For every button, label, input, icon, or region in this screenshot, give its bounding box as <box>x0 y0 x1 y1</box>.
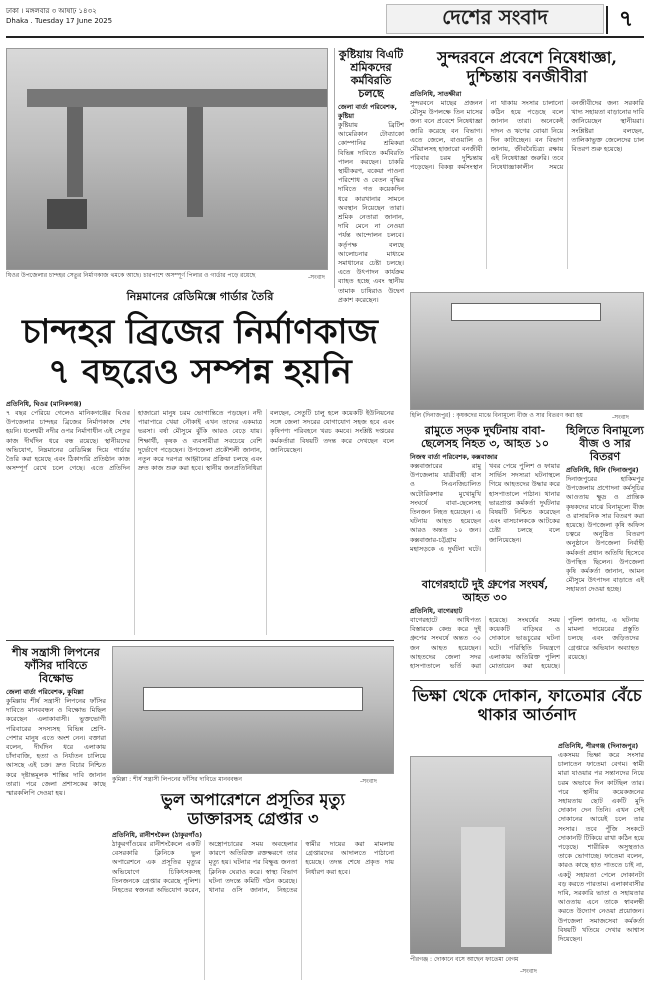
column-divider <box>334 48 335 288</box>
bridge-photo-credit: -সংবাদ <box>308 274 325 281</box>
sheesh-byline: জেলা বার্তা পরিবেশক, কুমিল্লা <box>6 688 84 696</box>
section-banner <box>386 4 604 34</box>
sundarban-headline: সুন্দরবনে প্রবেশে নিষেধাজ্ঞা, দুশ্চিন্তায় বনজীবীরা <box>437 48 617 86</box>
kushtia-byline: জেলা বার্তা পরিবেশক, কুষ্টিয়া <box>338 103 397 120</box>
issue-date <box>6 6 112 26</box>
sheesh-article <box>6 646 106 990</box>
protest-photo <box>112 646 394 774</box>
fatema-headline: ভিক্ষা থেকে দোকান, ফাতেমার বেঁচে থাকার আর্তনাদ <box>412 686 642 724</box>
bagerhat-body: বাগেরহাটে আধিপত্য বিস্তারকে কেন্দ্র করে দুই গ্রুপের সংঘর্ষে অন্তত ৩০ জন আহত হয়েছেন। আহতদের জেলা সদর হাসপাতালে ভর্তি করা হয়েছে। সংঘর্ষের সময় কয়েকটি বাড়িঘর ও দোকানে ভাঙচুরের ঘটনা ঘটে। পরিস্থিতি নিয়ন্ত্রণে এলাকায় অতিরিক্ত পুলিশ মোতায়েন করা হয়েছে। পুলিশ জানায়, এ ঘটনায় মামলা দায়েরের প্রস্তুতি চলছে এবং জড়িতদের গ্রেপ্তারে অভিযান অব্যাহত রয়েছে। <box>410 616 639 671</box>
hili-article <box>566 424 644 594</box>
kushtia-article <box>338 48 404 303</box>
hili-body: দিনাজপুরের হাকিমপুর উপজেলায় প্রণোদনা কর্মসূচির আওতায় ক্ষুদ্র ও প্রান্তিক কৃষকদের মাঝে বিনামূল্যে বীজ ও রাসায়নিক সার বিতরণ করা হয়েছে। উপজেলা কৃষি অফিস চত্বরে অনুষ্ঠিত বিতরণ অনুষ্ঠানে উপজেলা নির্বাহী কর্মকর্তা প্রধান অতিথি হিসেবে উপস্থিত ছিলেন। উপজেলা কৃষি কর্মকর্তা জানান, আমন মৌসুমে উৎপাদন বাড়াতে এই সহায়তা দেওয়া হচ্ছে। <box>566 475 644 594</box>
bridge-photo-caption: ঘিওর উপজেলার চান্দহর সেতুর নির্মাণকাজ থমকে আছে। চারপাশে অসম্পূর্ণ পিলার ও গার্ডার পড়ে রয়েছে <box>6 272 256 279</box>
section-rule <box>6 640 394 641</box>
ramu-body: কক্সবাজারের রামু উপজেলায় যাত্রীবাহী বাস ও সিএনজিচালিত অটোরিকশার মুখোমুখি সংঘর্ষে বাবা-ছেলেসহ তিনজন নিহত হয়েছেন। এ ঘটনায় আহত হয়েছেন আরও অন্তত ১০ জন। কক্সবাজার-চট্টগ্রাম মহাসড়কে এ দুর্ঘটনা ঘটে। খবর পেয়ে পুলিশ ও ফায়ার সার্ভিস সদস্যরা ঘটনাস্থলে গিয়ে আহতদের উদ্ধার করে হাসপাতালে পাঠান। থানার ভারপ্রাপ্ত কর্মকর্তা দুর্ঘটনার বিষয়টি নিশ্চিত করেছেন এবং বাসচালককে আটকের চেষ্টা চলছে বলে জানিয়েছেন। <box>410 462 560 553</box>
bagerhat-headline: বাগেরহাটে দুই গ্রুপের সংঘর্ষ, আহত ৩০ <box>421 578 549 604</box>
excavator-shape <box>47 199 87 229</box>
protest-banner-shape <box>143 687 363 711</box>
ramu-headline: রামুতে সড়ক দুর্ঘটনায় বাবা-ছেলেসহ নিহত ৩, আহত ১০ <box>421 424 549 450</box>
event-banner-shape <box>451 303 601 321</box>
fatema-body: একসময় ভিক্ষা করে সংসার চালাতেন ফাতেমা বেগম। স্বামী মারা যাওয়ার পর সন্তানদের নিয়ে চরম অভাবে দিন কাটছিল তার। পরে স্থানীয় কয়েকজনের সহায়তায় ছোট একটি মুদি দোকান দেন তিনি। এখন সেই দোকানের আয়েই চলে তার সংসার। তবে পুঁজি সংকটে দোকানটি টিকিয়ে রাখা কঠিন হয়ে পড়েছে। শারীরিক অসুস্থতাও তাকে ভোগাচ্ছে। ফাতেমা বলেন, কারও কাছে হাত পাততে চাই না, একটু সহায়তা পেলে দোকানটা বড় করতে পারতাম। এলাকাবাসীর দাবি, সরকারি ভাতা ও সহায়তার আওতায় এনে তাকে স্বাবলম্বী করতে উদ্যোগ নেওয়া প্রয়োজন। উপজেলা সমাজসেবা কর্মকর্তা বিষয়টি খতিয়ে দেখার আশ্বাস দিয়েছেন। <box>558 751 644 944</box>
fatema-photo-credit: -সংবাদ <box>520 968 537 975</box>
delivery-headline-line1: ভুল অপারেশনে প্রসূতির মৃত্যু <box>160 790 345 809</box>
hili-photo-caption: হিলি (দিনাজপুর) : কৃষকদের মাঝে বিনামূল্যে বীজ ও সার বিতরণ করা হয় <box>410 412 583 419</box>
bridge-kicker-wrap <box>6 290 394 308</box>
bridge-deck-shape <box>27 89 327 107</box>
date-bengali: ঢাকা । মঙ্গলবার ৩ আষাঢ় ১৪৩২ <box>6 7 97 15</box>
bridge-kicker: নিম্নমানের রেডিমিক্সে গার্ডার তৈরি <box>126 290 274 303</box>
bridge-pillar-shape <box>67 107 83 197</box>
page-number: ৭ <box>606 6 644 34</box>
fatema-article <box>558 742 644 990</box>
hili-photo <box>410 292 644 410</box>
bridge-body: ৭ বছর পেরিয়ে গেলেও মানিকগঞ্জের ঘিওর উপজেলার চান্দহর ব্রিজের নির্মাণকাজ শেষ হয়নি। ধলেশ্বরী নদীর ওপর নির্মাণাধীন এই সেতুর কাজ দীর্ঘদিন ধরে বন্ধ রয়েছে। স্থানীয়দের অভিযোগ, নিম্নমানের রেডিমিক্স দিয়ে গার্ডার তৈরি করা হয়েছে এবং ঠিকাদারি প্রতিষ্ঠান কাজ অসম্পূর্ণ রেখে চলে গেছে। এতে প্রতিদিন হাজারো মানুষ চরম ভোগান্তিতে পড়ছেন। নদী পারাপারে খেয়া নৌকাই এখন তাদের একমাত্র ভরসা। বর্ষা মৌসুমে ঝুঁকি আরও বেড়ে যায়। শিক্ষার্থী, কৃষক ও ব্যবসায়ীরা সবচেয়ে বেশি দুর্ভোগে পড়েছেন। উপজেলা প্রকৌশলী জানান, নতুন করে দরপত্র আহ্বানের প্রক্রিয়া চলছে এবং দ্রুত কাজ শুরু করা হবে। স্থানীয় জনপ্রতিনিধিরা বলছেন, সেতুটি চালু হলে কয়েকটি ইউনিয়নের সঙ্গে জেলা সদরের যোগাযোগ সহজ হবে এবং কৃষিপণ্য পরিবহনে খরচ কমবে। সংশ্লিষ্ট দপ্তরের কর্মকর্তারা বিষয়টি তদন্ত করে দেখছেন বলে জানিয়েছেন। <box>6 409 394 473</box>
bridge-headline-wrap <box>6 312 394 396</box>
delivery-body: ঠাকুরগাঁওয়ের রানীশংকৈলে একটি বেসরকারি ক্লিনিকে ভুল অপারেশনে এক প্রসূতির মৃত্যুর অভিযোগে চিকিৎসকসহ তিনজনকে গ্রেপ্তার করেছে পুলিশ। নিহতের স্বজনরা অভিযোগ করেন, অস্ত্রোপচারের সময় অবহেলার কারণে অতিরিক্ত রক্তক্ষরণে তার মৃত্যু হয়। ঘটনার পর বিক্ষুব্ধ জনতা ক্লিনিক ঘেরাও করে। স্বাস্থ্য বিভাগ ঘটনা তদন্তে কমিটি গঠন করেছে। থানার ওসি জানান, নিহতের স্বামীর দায়ের করা মামলায় গ্রেপ্তারদের আদালতে পাঠানো হয়েছে। তদন্ত শেষে প্রকৃত দায় নির্ধারণ করা হবে। <box>112 840 394 895</box>
delivery-byline: প্রতিনিধি, রানীশংকৈল (ঠাকুরগাঁও) <box>112 831 203 839</box>
bridge-article <box>6 400 394 636</box>
fatema-photo-caption: পীরগঞ্জ : দোকানে বসে আছেন ফাতেমা বেগম <box>410 956 519 963</box>
protest-photo-caption: কুমিল্লা : শীর্ষ সন্ত্রাসী লিপনের ফাঁসির দাবিতে মানববন্ধন <box>112 776 242 783</box>
ramu-byline: নিজস্ব বার্তা পরিবেশক, কক্সবাজার <box>410 453 498 461</box>
masthead <box>6 4 644 38</box>
sheesh-headline: শীষ সন্ত্রাসী লিপনের ফাঁসির দাবিতে বিক্ষোভ <box>12 646 100 685</box>
section-rule <box>410 680 644 681</box>
fatema-headline-wrap <box>410 686 644 726</box>
bridge-headline-line1: চান্দহর ব্রিজের নির্মাণকাজ <box>22 312 378 352</box>
fatema-photo <box>410 756 552 954</box>
bridge-byline: প্রতিনিধি, ঘিওর (মানিকগঞ্জ) <box>6 400 82 408</box>
bagerhat-article <box>410 578 639 676</box>
protest-photo-credit: -সংবাদ <box>360 778 377 785</box>
date-english: Dhaka . Tuesday 17 June 2025 <box>6 17 113 25</box>
bridge-headline-line2: ৭ বছরেও সম্পন্ন হয়নি <box>48 352 352 392</box>
sundarban-body: সুন্দরবনে মাছের প্রজনন মৌসুম উপলক্ষে তিন মাসের জন্য বনে প্রবেশে নিষেধাজ্ঞা জারি করেছে বন বিভাগ। এতে জেলে, বাওয়ালি ও মৌয়ালসহ হাজারো বনজীবী পরিবার চরম দুশ্চিন্তায় পড়েছেন। বিকল্প কর্মসংস্থান না থাকায় সংসার চালানো কঠিন হয়ে পড়েছে বলে জানান তারা। অনেকেই দাদন ও ঋণের বোঝা নিয়ে দিন কাটাচ্ছেন। বন বিভাগ জানায়, জীববৈচিত্র্য রক্ষায় এই নিষেধাজ্ঞা জরুরি। তবে নিষেধাজ্ঞাকালীন সময়ে বনজীবীদের জন্য সরকারি খাদ্য সহায়তা বাড়ানোর দাবি জানিয়েছেন স্থানীয়রা। সংশ্লিষ্টরা বলছেন, তালিকাভুক্ত জেলেদের চাল বিতরণ শুরু হয়েছে। <box>410 99 644 172</box>
hili-headline: হিলিতে বিনামূল্যে বীজ ও সার বিতরণ <box>566 424 644 463</box>
hili-byline: প্রতিনিধি, হিলি (দিনাজপুর) <box>566 466 639 474</box>
ramu-article <box>410 424 560 574</box>
fatema-byline: প্রতিনিধি, পীরগঞ্জ (দিনাজপুর) <box>558 742 639 750</box>
sundarban-byline: প্রতিনিধি, সাতক্ষীরা <box>410 90 462 98</box>
delivery-article <box>112 790 394 990</box>
woman-figure-shape <box>461 827 505 947</box>
hili-photo-credit: -সংবাদ <box>612 414 629 421</box>
bridge-pillar-shape <box>187 107 203 217</box>
bridge-photo <box>6 48 328 270</box>
sheesh-body: কুমিল্লায় শীর্ষ সন্ত্রাসী লিপনের ফাঁসির দাবিতে মানববন্ধন ও বিক্ষোভ মিছিল করেছেন এলাকাবাসী। ভুক্তভোগী পরিবারের সদস্যসহ বিভিন্ন শ্রেণি-পেশার মানুষ এতে অংশ নেন। বক্তারা বলেন, দীর্ঘদিন ধরে এলাকায় চাঁদাবাজি, হত্যা ও নির্যাতন চালিয়ে আসছে এই চক্র। দ্রুত বিচার নিশ্চিত করে দৃষ্টান্তমূলক শাস্তির দাবি জানান তারা। পরে জেলা প্রশাসকের কাছে স্মারকলিপি দেওয়া হয়। <box>6 697 106 798</box>
delivery-headline-line2: ডাক্তারসহ গ্রেপ্তার ৩ <box>187 809 319 828</box>
kushtia-body: কুষ্টিয়ায় ব্রিটিশ আমেরিকান টোব্যাকো কোম্পানির শ্রমিকরা বিভিন্ন দাবিতে কর্মবিরতি পালন করছেন। চাকরি স্থায়ীকরণ, বকেয়া পাওনা পরিশোধ ও বেতন বৃদ্ধির দাবিতে গত কয়েকদিন ধরে কারখানার সামনে অবস্থান নিয়েছেন তারা। শ্রমিক নেতারা জানান, দাবি মেনে না নেওয়া পর্যন্ত আন্দোলন চলবে। কর্তৃপক্ষ বলছে আলোচনার মাধ্যমে সমাধানের চেষ্টা চলছে। এতে উৎপাদন কার্যক্রম ব্যাহত হচ্ছে এবং স্থানীয় তামাক চাষিরাও উদ্বেগ প্রকাশ করেছেন। <box>338 121 404 304</box>
sundarban-article <box>410 48 644 270</box>
section-title: দেশের সংবাদ <box>442 4 548 29</box>
kushtia-headline: কুষ্টিয়ায় বিএটি শ্রমিকদের কর্মবিরতি চলছে <box>338 48 404 100</box>
bagerhat-byline: প্রতিনিধি, বাগেরহাট <box>410 607 463 615</box>
